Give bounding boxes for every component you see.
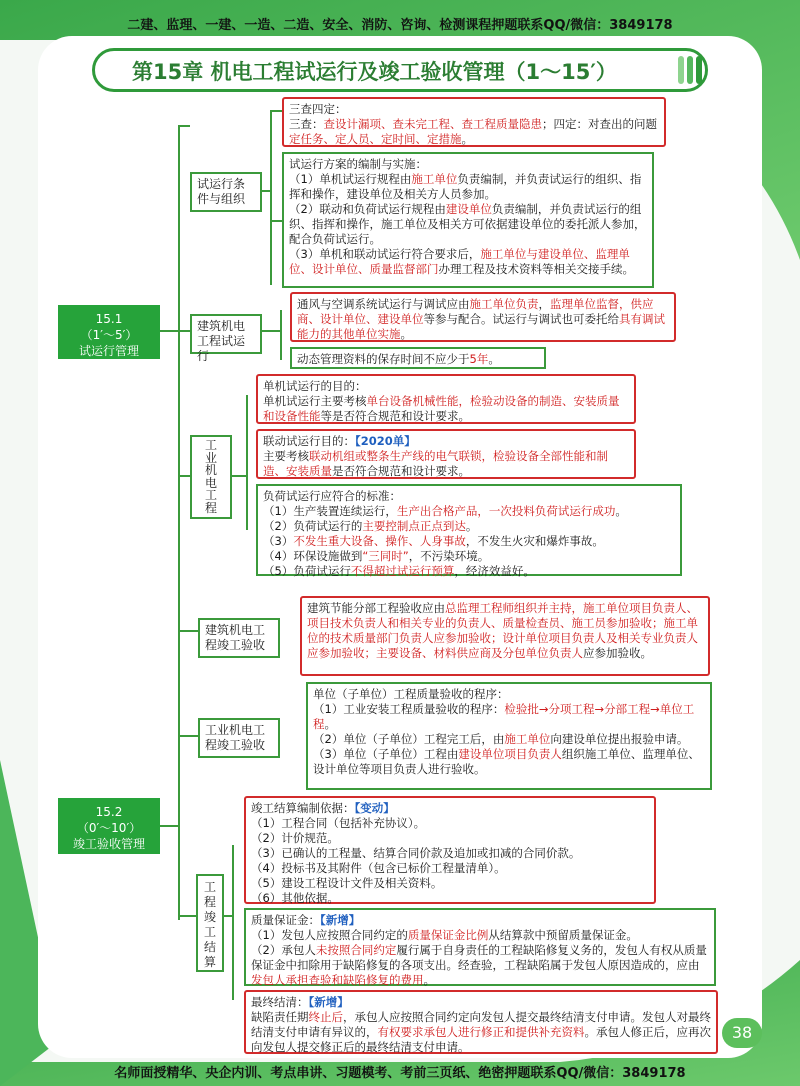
pill-decoration-right [676,54,704,86]
exam-tag: 【新增】 [320,913,361,927]
page-title: 第15章 机电工程试运行及竣工验收管理（1～15′） [132,60,617,84]
cat3-char: 工 [204,488,217,502]
text: 。 [461,132,473,146]
connector-c4 [178,630,198,632]
cat3-char: 机 [204,463,217,477]
list-item: （3）已确认的工程量、结算合同价款及追加或扣减的合同价款。 [251,846,581,860]
highlight-text: 单台设备机械性能，检验动设备的制造、安装质量和设备性能 [263,394,620,423]
text: 三查四定： [289,102,347,116]
exam-tag: 【变动】 [354,801,395,815]
text: ，不污染环境。 [408,549,490,563]
box-building-acceptance [300,596,710,676]
text: 单机试运行主要考核 [263,394,367,408]
highlight-text: 5年 [469,352,489,366]
list-item: （5）建设工程设计文件及相关资料。 [251,876,443,890]
text: 质量保证金： [251,913,320,927]
connector-s2 [160,825,180,827]
cat6-char: 工 [203,880,216,894]
text: 。 [488,352,500,366]
text: （2）联动和负荷试运行规程由 [289,202,446,216]
connector-main-1 [178,125,180,790]
highlight-text: 总监理工程师组织并主持，施工单位项目负责人、项目技术负责人和相关专业的负责人、质量检查员、施工员参加验收；施工单位的技术质量部门负责人应参加验收；设计单位项目负责人及相关专业负责人应参加验收；主要设备、材料供应商及分包单位负责人 [307,601,698,660]
highlight-text: 联动机组或整条生产线的电气联锁，检验设备全部性能和制造、安装质量 [263,449,608,478]
text: （2）单位（子单位）工程完工后，由 [313,732,505,746]
box-three-checks [282,97,666,147]
highlight-text: 定任务、定人员、定时间、定措施 [289,132,462,146]
text: （3）单位（子单位）工程由 [313,747,459,761]
text: 向建设单位提出报验申请。 [550,732,689,746]
text: （1）单机试运行规程由 [289,172,412,186]
text: 组织施工单位、监理单位、设计单位等项目负责人进行验收。 [313,747,700,776]
text: 办理工程及技术资料等相关交接手续。 [438,262,634,276]
category-building-acceptance: 建筑机电工程竣工验收 [198,618,280,658]
text: 等参与配合。试运行与调试也可委托给 [423,312,619,326]
text: 竣工结算编制依据： [251,801,355,815]
cat6-char: 竣 [203,910,216,924]
highlight-text: 质量保证金比例 [407,928,489,942]
text: 。 [465,519,478,533]
section-15-1-title: 试运行管理 [78,344,139,358]
highlight-text: 查设计漏项、查未完工程、查工程质量隐患 [323,117,542,131]
highlight-text: 不发生重大设备、操作、人身事故 [293,534,466,548]
section-15-2-title: 竣工验收管理 [72,837,145,851]
text: 。 [615,504,627,518]
connector-b2 [270,220,282,222]
connector-c1-branch [270,110,272,285]
connector-main-2 [178,790,180,920]
text: 负责编制，并负责试运行的组织、指挥和操作，施工单位及相关方可依据建设单位的委托派人参加，配合负荷试运行。 [289,202,646,246]
text: 单位（子单位）工程质量验收的程序： [313,687,509,701]
section-15-2-score: （0′～10′） [76,821,142,835]
box-load-trial [256,484,682,576]
section-15-2 [58,798,160,854]
connector-c2 [178,330,190,332]
text: 通风与空调系统试运行与调试应由 [297,297,470,311]
text: （3） [263,534,294,548]
category-industrial-acceptance: 工业机电工程竣工验收 [198,718,280,758]
box-final-settlement [244,990,718,1054]
exam-tag: 【2020单】 [355,434,416,448]
text: （4）环保设施做到 [263,549,363,563]
box-linked-trial [256,429,636,479]
box-trial-plan [282,152,654,288]
box-quality-deposit [244,908,716,986]
text: （2）负荷试运行的 [263,519,363,533]
section-15-1-score: （1′～5′） [80,328,138,342]
list-item: （2）计价规范。 [251,831,339,845]
cat6-char: 程 [203,895,216,909]
text: 负荷试运行应符合的标准： [263,489,401,503]
highlight-text: 检验批→分项工程→分部工程→单位工程 [313,702,695,731]
text: ；四定：对查出的问题 [542,117,657,131]
exam-tag: 【新增】 [308,995,349,1009]
text: 履行属于自身责任的工程缺陷修复义务的，发包人有权从质量保证金中扣除用于缺陷修复的各项支出。经查验，工程缺陷属于发包人原因造成的，应由 [251,943,707,972]
category-final-settlement [196,874,224,972]
text: 缺陷责任期 [251,1010,309,1024]
box-hvac-trial [290,292,676,342]
cat3-char: 业 [204,450,217,465]
text: 三查： [289,117,324,131]
text: 主要考核 [263,449,309,463]
top-banner-text: 二建、监理、一建、一造、二造、安全、消防、咨询、检测课程押题联系QQ/微信：3849178 [127,18,673,33]
highlight-text: 施工单位 [411,172,458,186]
highlight-text: 发包人承担查验和缺陷修复的费用 [251,973,424,987]
highlight-text: “三同时” [362,549,409,563]
text: （2）承包人 [251,943,316,957]
box-dynamic-records [290,347,546,369]
connector-c1 [178,125,190,127]
highlight-text: 未按照合同约定 [315,943,397,957]
text: （1）发包人应按照合同约定的 [251,928,408,942]
connector-c2-stub [262,330,282,332]
highlight-text: 施工单位负责 [469,297,539,311]
cat3-char: 电 [204,475,217,490]
highlight-text: 终止后 [308,1010,343,1024]
highlight-text: 有权要求承包人进行修正和提供补充资料 [377,1025,585,1039]
highlight-text: 施工单位 [504,732,551,746]
section-15-1 [58,305,160,359]
text: （1）工业安装工程质量验收的程序： [313,702,505,716]
cat6-char: 工 [203,925,216,939]
connector-s1 [160,330,180,332]
text: 联动试运行目的： [263,434,355,448]
category-building-trial: 建筑机电工程试运行 [190,314,262,354]
highlight-text: 不得超过试运行预算 [350,564,455,578]
text: ，经济效益好。 [454,564,535,578]
list-item: （6）其他依据。 [251,891,339,905]
connector-c5 [178,735,198,737]
category-trial-conditions: 试运行条件与组织 [190,172,262,212]
text: 等是否符合规范和设计要求。 [320,409,470,423]
text: ，不发生火灾和爆炸事故。 [465,534,604,548]
bottom-banner-text: 名师面授精华、央企内训、考点串讲、习题模考、考前三页纸、绝密押题联系QQ/微信：3849178 [114,1066,686,1081]
connector-b1 [270,110,282,112]
text: 最终结清： [251,995,309,1009]
connector-c1-stub [262,190,272,192]
highlight-text: 监理单位监督，供应商、设计单位、建设单位 [297,297,654,326]
category-industrial-trial [190,435,232,519]
text: （5）负荷试运行 [263,564,351,578]
cat6-char: 结 [203,940,216,954]
cat6-char: 算 [203,955,216,969]
text: ，承包人应按照合同约定向发包人提交最终结清支付申请。发包人对最终结清支付申请有异议的， [251,1010,711,1039]
text: 。 [400,327,412,341]
connector-c6-branch [232,845,234,1000]
connector-c2-branch [280,310,282,360]
connector-c3 [178,475,190,477]
cat3-char: 工 [204,438,217,452]
highlight-text: 施工单位与建设单位、监理单位、设计单位、质量监督部门 [289,247,630,276]
text: 应参加验收。 [583,646,652,660]
highlight-text: 具有调试能力的其他单位实施 [297,312,665,341]
highlight-text: 建设单位项目负责人 [458,747,562,761]
page-number: 38 [722,1018,762,1048]
box-settlement-basis [244,796,656,904]
highlight-text: 建设单位 [445,202,492,216]
text: 。 [324,717,336,731]
box-single-trial [256,374,636,424]
connector-c3-stub [232,475,248,477]
box-industrial-acceptance [306,682,712,790]
text: 从结算款中预留质量保证金。 [488,928,638,942]
list-item: （4）投标书及其附件（包含已标价工程量清单）。 [251,861,506,875]
text: 是否符合规范和设计要求。 [332,464,470,478]
text: 。承包人修正后，应再次向发包人提交修正后的最终结清支付申请。 [251,1025,711,1054]
text: （3）单机和联动试运行符合要求后， [289,247,481,261]
section-15-1-number: 15.1 [95,312,123,326]
text: 建筑节能分部工程验收应由 [307,601,445,615]
section-15-2-number: 15.2 [95,805,123,819]
text: 试运行方案的编制与实施： [289,157,427,171]
text: 。 [423,973,435,987]
list-item: （1）工程合同（包括补充协议）。 [251,816,426,830]
cat3-char: 程 [204,500,217,515]
text: 动态管理资料的保存时间不应少于 [297,352,470,366]
connector-c6 [178,915,196,917]
connector-c3-branch [246,395,248,530]
text: 单机试运行的目的： [263,379,367,393]
text: 负责编制，并负责试运行的组织、指挥和操作，建设单位及相关方人员参加。 [289,172,642,201]
text: ， [538,297,550,311]
highlight-text: 主要控制点正点到达 [362,519,466,533]
text: （1）生产装置连续运行， [263,504,397,518]
highlight-text: 生产出合格产品，一次投料负荷试运行成功 [396,504,616,518]
